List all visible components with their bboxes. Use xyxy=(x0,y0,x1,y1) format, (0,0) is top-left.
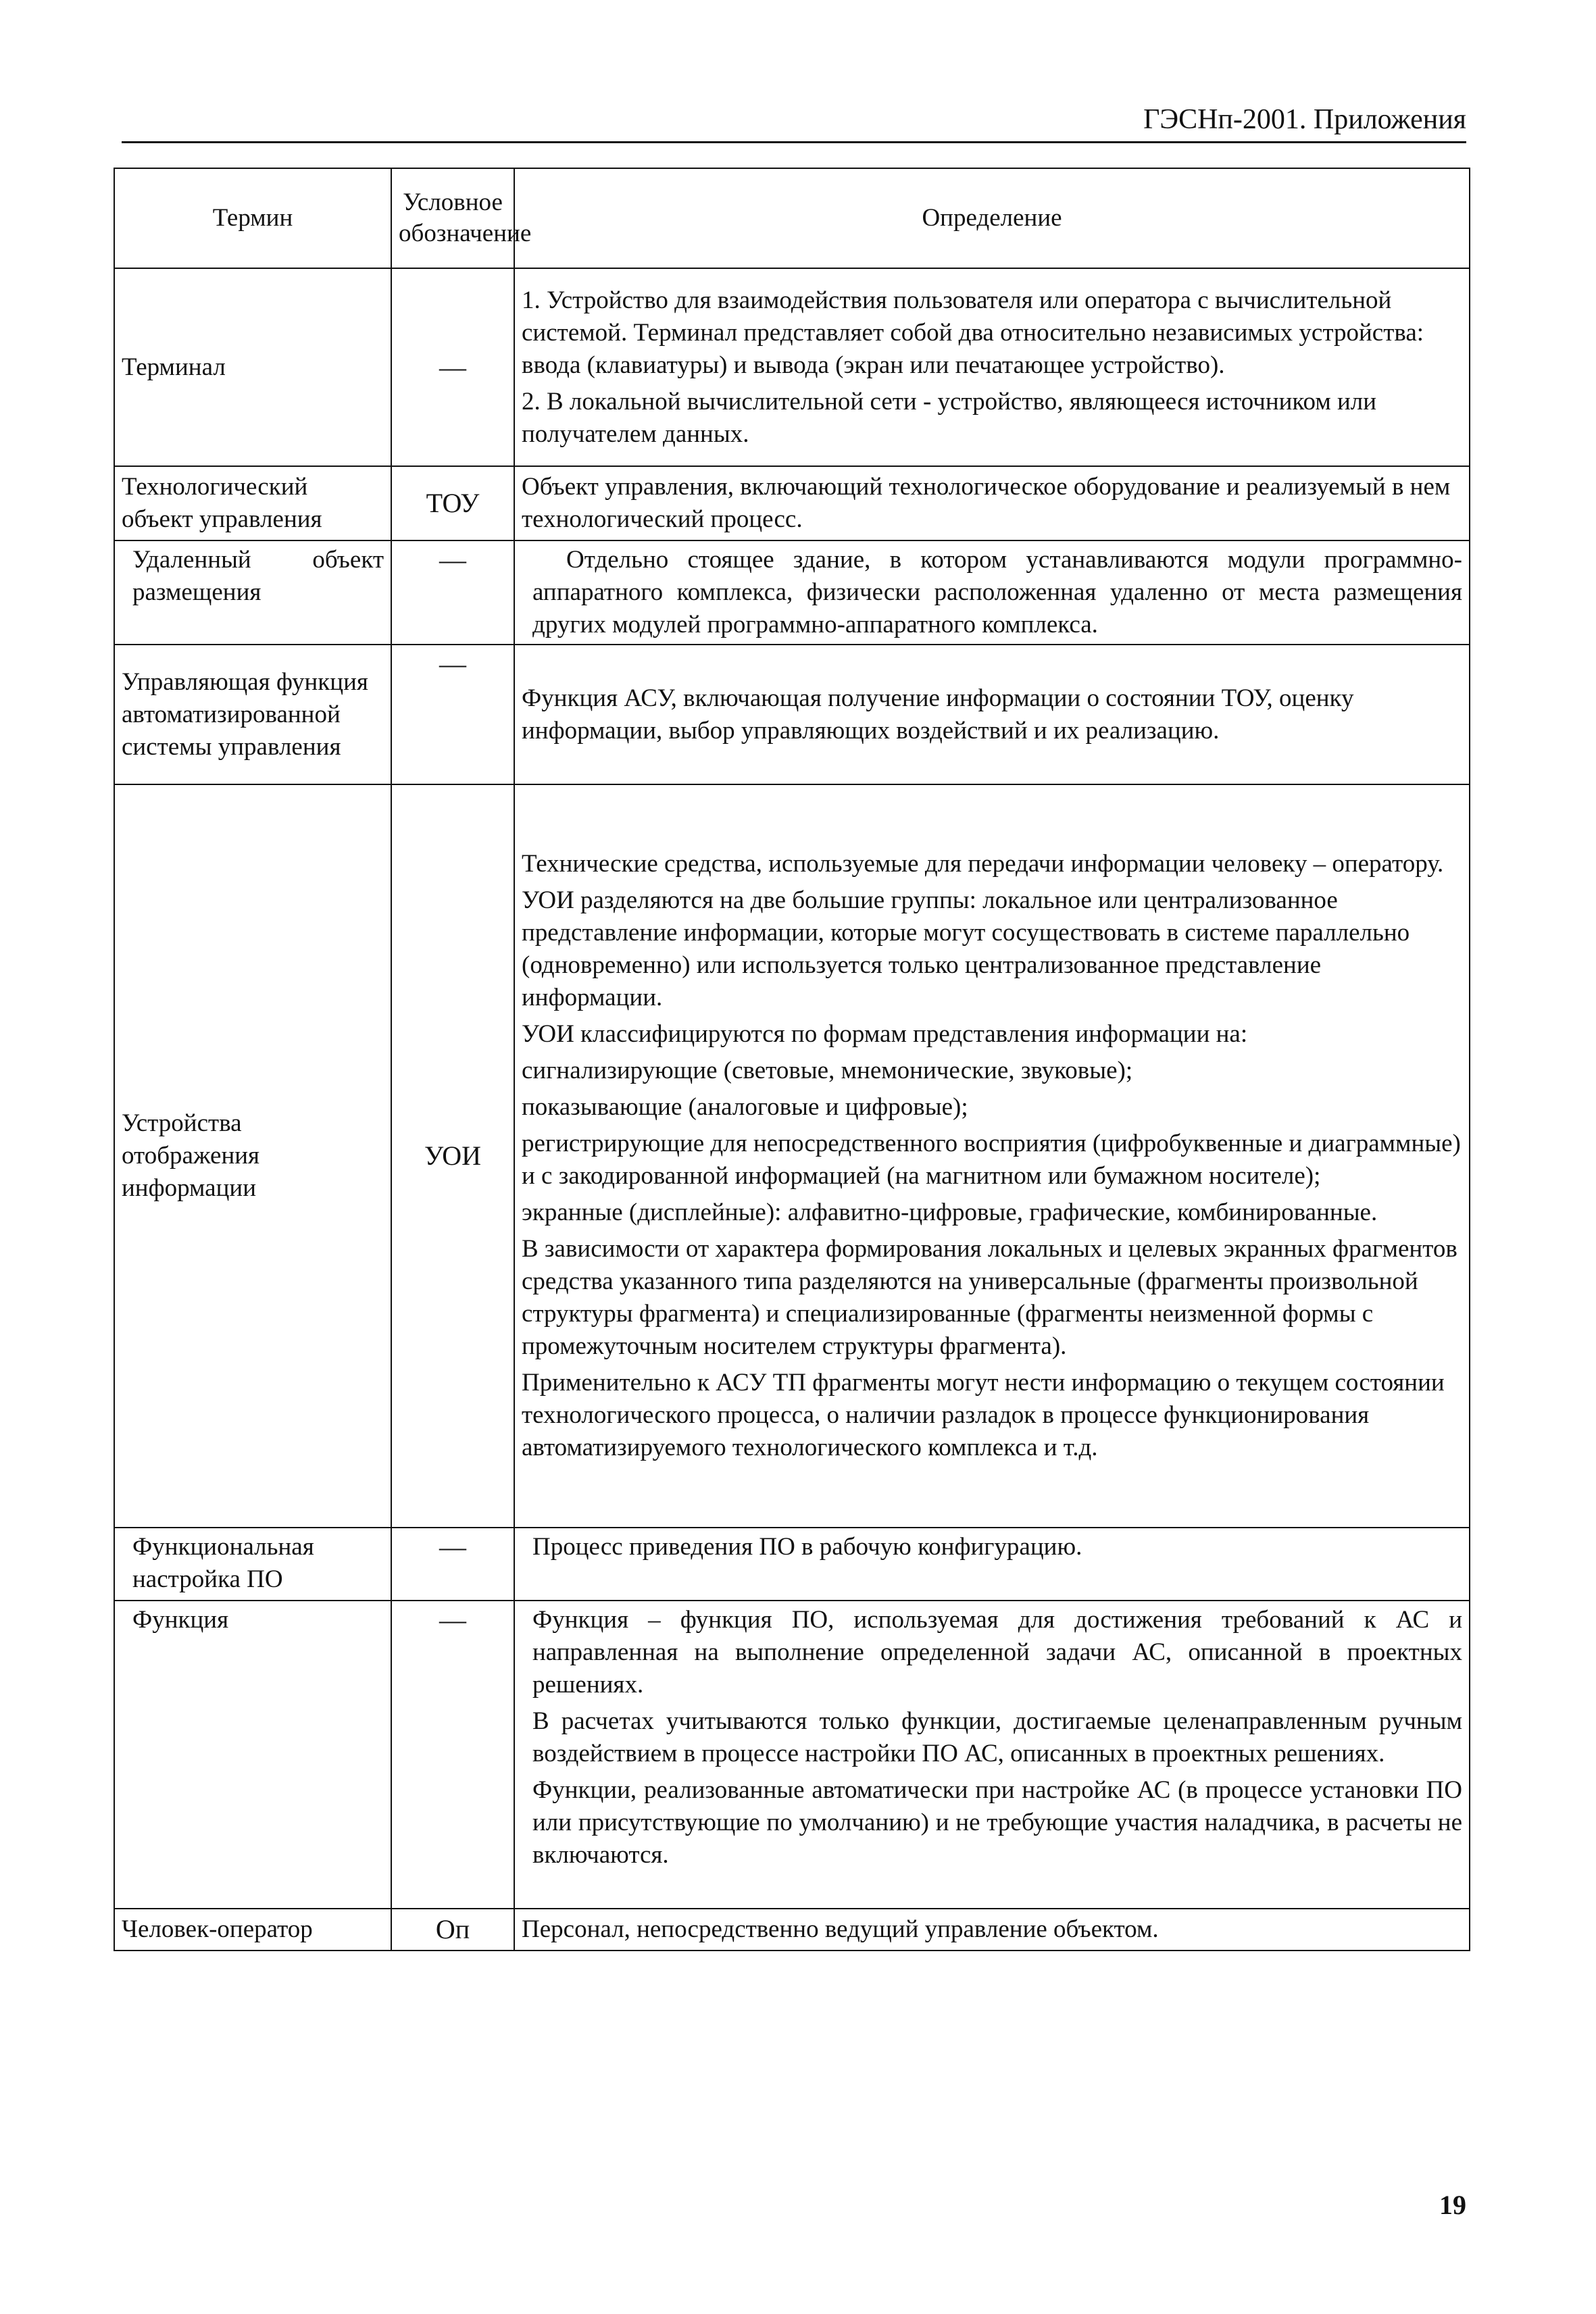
symbol-cell: — xyxy=(391,540,514,645)
definition-cell xyxy=(514,1601,1470,1909)
definition-paragraph: В расчетах учитываются только функции, достигаемые целенаправленным ручным воздействием в процессе настройки ПО АС, описанных в проектных решениях. xyxy=(532,1707,1462,1767)
symbol-cell: — xyxy=(391,1528,514,1601)
definition-paragraph: Функции, реализованные автоматически при настройке АС (в процессе установки ПО или присутствующие по умолчанию) и не требующие участия наладчика, в расчеты не включаются. xyxy=(532,1776,1462,1869)
symbol-cell: УОИ xyxy=(391,784,514,1528)
definition-cell xyxy=(514,540,1470,645)
table-row xyxy=(114,540,1470,645)
definition-paragraph: сигнализирующие (световые, мнемонические, звуковые); xyxy=(522,1057,1133,1084)
term-cell: Технологический объект управления xyxy=(114,466,391,540)
table-row xyxy=(114,268,1470,466)
definition-paragraph: Технические средства, используемые для передачи информации человеку – оператору. xyxy=(522,850,1444,878)
table-row xyxy=(114,1601,1470,1909)
symbol-cell: ТОУ xyxy=(391,466,514,540)
symbol-cell: — xyxy=(391,645,514,784)
term-cell: Терминал xyxy=(114,268,391,466)
symbol-cell: — xyxy=(391,1601,514,1909)
definition-cell xyxy=(514,268,1470,466)
definition-paragraph: Применительно к АСУ ТП фрагменты могут нести информацию о текущем состоянии технологического процесса, о наличии разладок в процессе функционирования автоматизируемого технологического комплекса и т.д. xyxy=(522,1369,1445,1461)
term-cell: Устройства отображения информации xyxy=(114,784,391,1528)
definition-paragraph: Отдельно стоящее здание, в котором устанавливаются модули программно-аппаратного комплекса, физически расположенная удаленно от места размещения других модулей программно-аппаратного комплекса. xyxy=(532,546,1462,638)
definition-paragraph: Функция – функция ПО, используемая для достижения требований к АС и направленная на выполнение определенной задачи АС, описанной в проектных решениях. xyxy=(532,1606,1462,1699)
term-cell: Управляющая функция автоматизированной системы управления xyxy=(114,645,391,784)
table-row xyxy=(114,784,1470,1528)
definition-cell xyxy=(514,784,1470,1528)
definition-paragraph: Объект управления, включающий технологическое оборудование и реализуемый в нем технологический процесс. xyxy=(522,473,1451,533)
running-header: ГЭСНп-2001. Приложения xyxy=(1143,104,1466,135)
definition-paragraph: 2. В локальной вычислительной сети - устройство, являющееся источником или получателем данных. xyxy=(522,387,1377,448)
table-row xyxy=(114,1528,1470,1601)
symbol-cell: — xyxy=(391,268,514,466)
header-term: Термин xyxy=(114,168,391,268)
table-row xyxy=(114,1909,1470,1951)
definition-cell xyxy=(514,645,1470,784)
definition-cell xyxy=(514,1909,1470,1951)
definition-paragraph: Процесс приведения ПО в рабочую конфигурацию. xyxy=(532,1533,1082,1561)
definition-paragraph: УОИ разделяются на две большие группы: локальное или централизованное представление информации, которые могут сосуществовать в системе параллельно (одновременно) или используется только централизованное представление информации. xyxy=(522,886,1410,1011)
definition-cell xyxy=(514,466,1470,540)
definition-paragraph: Персонал, непосредственно ведущий управление объектом. xyxy=(522,1915,1159,1943)
term-cell: Человек-оператор xyxy=(114,1909,391,1951)
page-number: 19 xyxy=(1439,2190,1466,2220)
definition-paragraph: показывающие (аналоговые и цифровые); xyxy=(522,1093,968,1121)
definition-paragraph: В зависимости от характера формирования локальных и целевых экранных фрагментов средства указанного типа разделяются на универсальные (фрагменты произвольной структуры фрагмента) и специализированные (фрагменты неизменной формы с промежуточным носителем структуры фрагмента). xyxy=(522,1235,1457,1360)
header-rule xyxy=(122,141,1466,143)
table-row xyxy=(114,645,1470,784)
table-row xyxy=(114,466,1470,540)
symbol-cell: Оп xyxy=(391,1909,514,1951)
definition-paragraph: экранные (дисплейные): алфавитно-цифровые, графические, комбинированные. xyxy=(522,1199,1378,1226)
definition-paragraph: УОИ классифицируются по формам представления информации на: xyxy=(522,1020,1248,1048)
definition-cell xyxy=(514,1528,1470,1601)
term-cell: Функция xyxy=(114,1601,391,1909)
term-cell: Удаленный объект размещения xyxy=(114,540,391,645)
table-header-row xyxy=(114,168,1470,268)
definition-paragraph: регистрирующие для непосредственного восприятия (цифробуквенные и диаграммные) и с закодированной информацией (на магнитном или бумажном носителе); xyxy=(522,1130,1461,1190)
term-cell: Функциональная настройка ПО xyxy=(114,1528,391,1601)
definition-paragraph: 1. Устройство для взаимодействия пользователя или оператора с вычислительной системой. Терминал представляет собой два относительно независимых устройства: ввода (клавиатуры) и вывода (экран или печатающее устройство). xyxy=(522,286,1424,379)
header-symbol: Условное обозначение xyxy=(391,168,514,268)
definition-paragraph: Функция АСУ, включающая получение информации о состоянии ТОУ, оценку информации, выбор управляющих воздействий и их реализацию. xyxy=(522,684,1354,745)
header-definition: Определение xyxy=(514,168,1470,268)
terms-table xyxy=(114,168,1470,1951)
